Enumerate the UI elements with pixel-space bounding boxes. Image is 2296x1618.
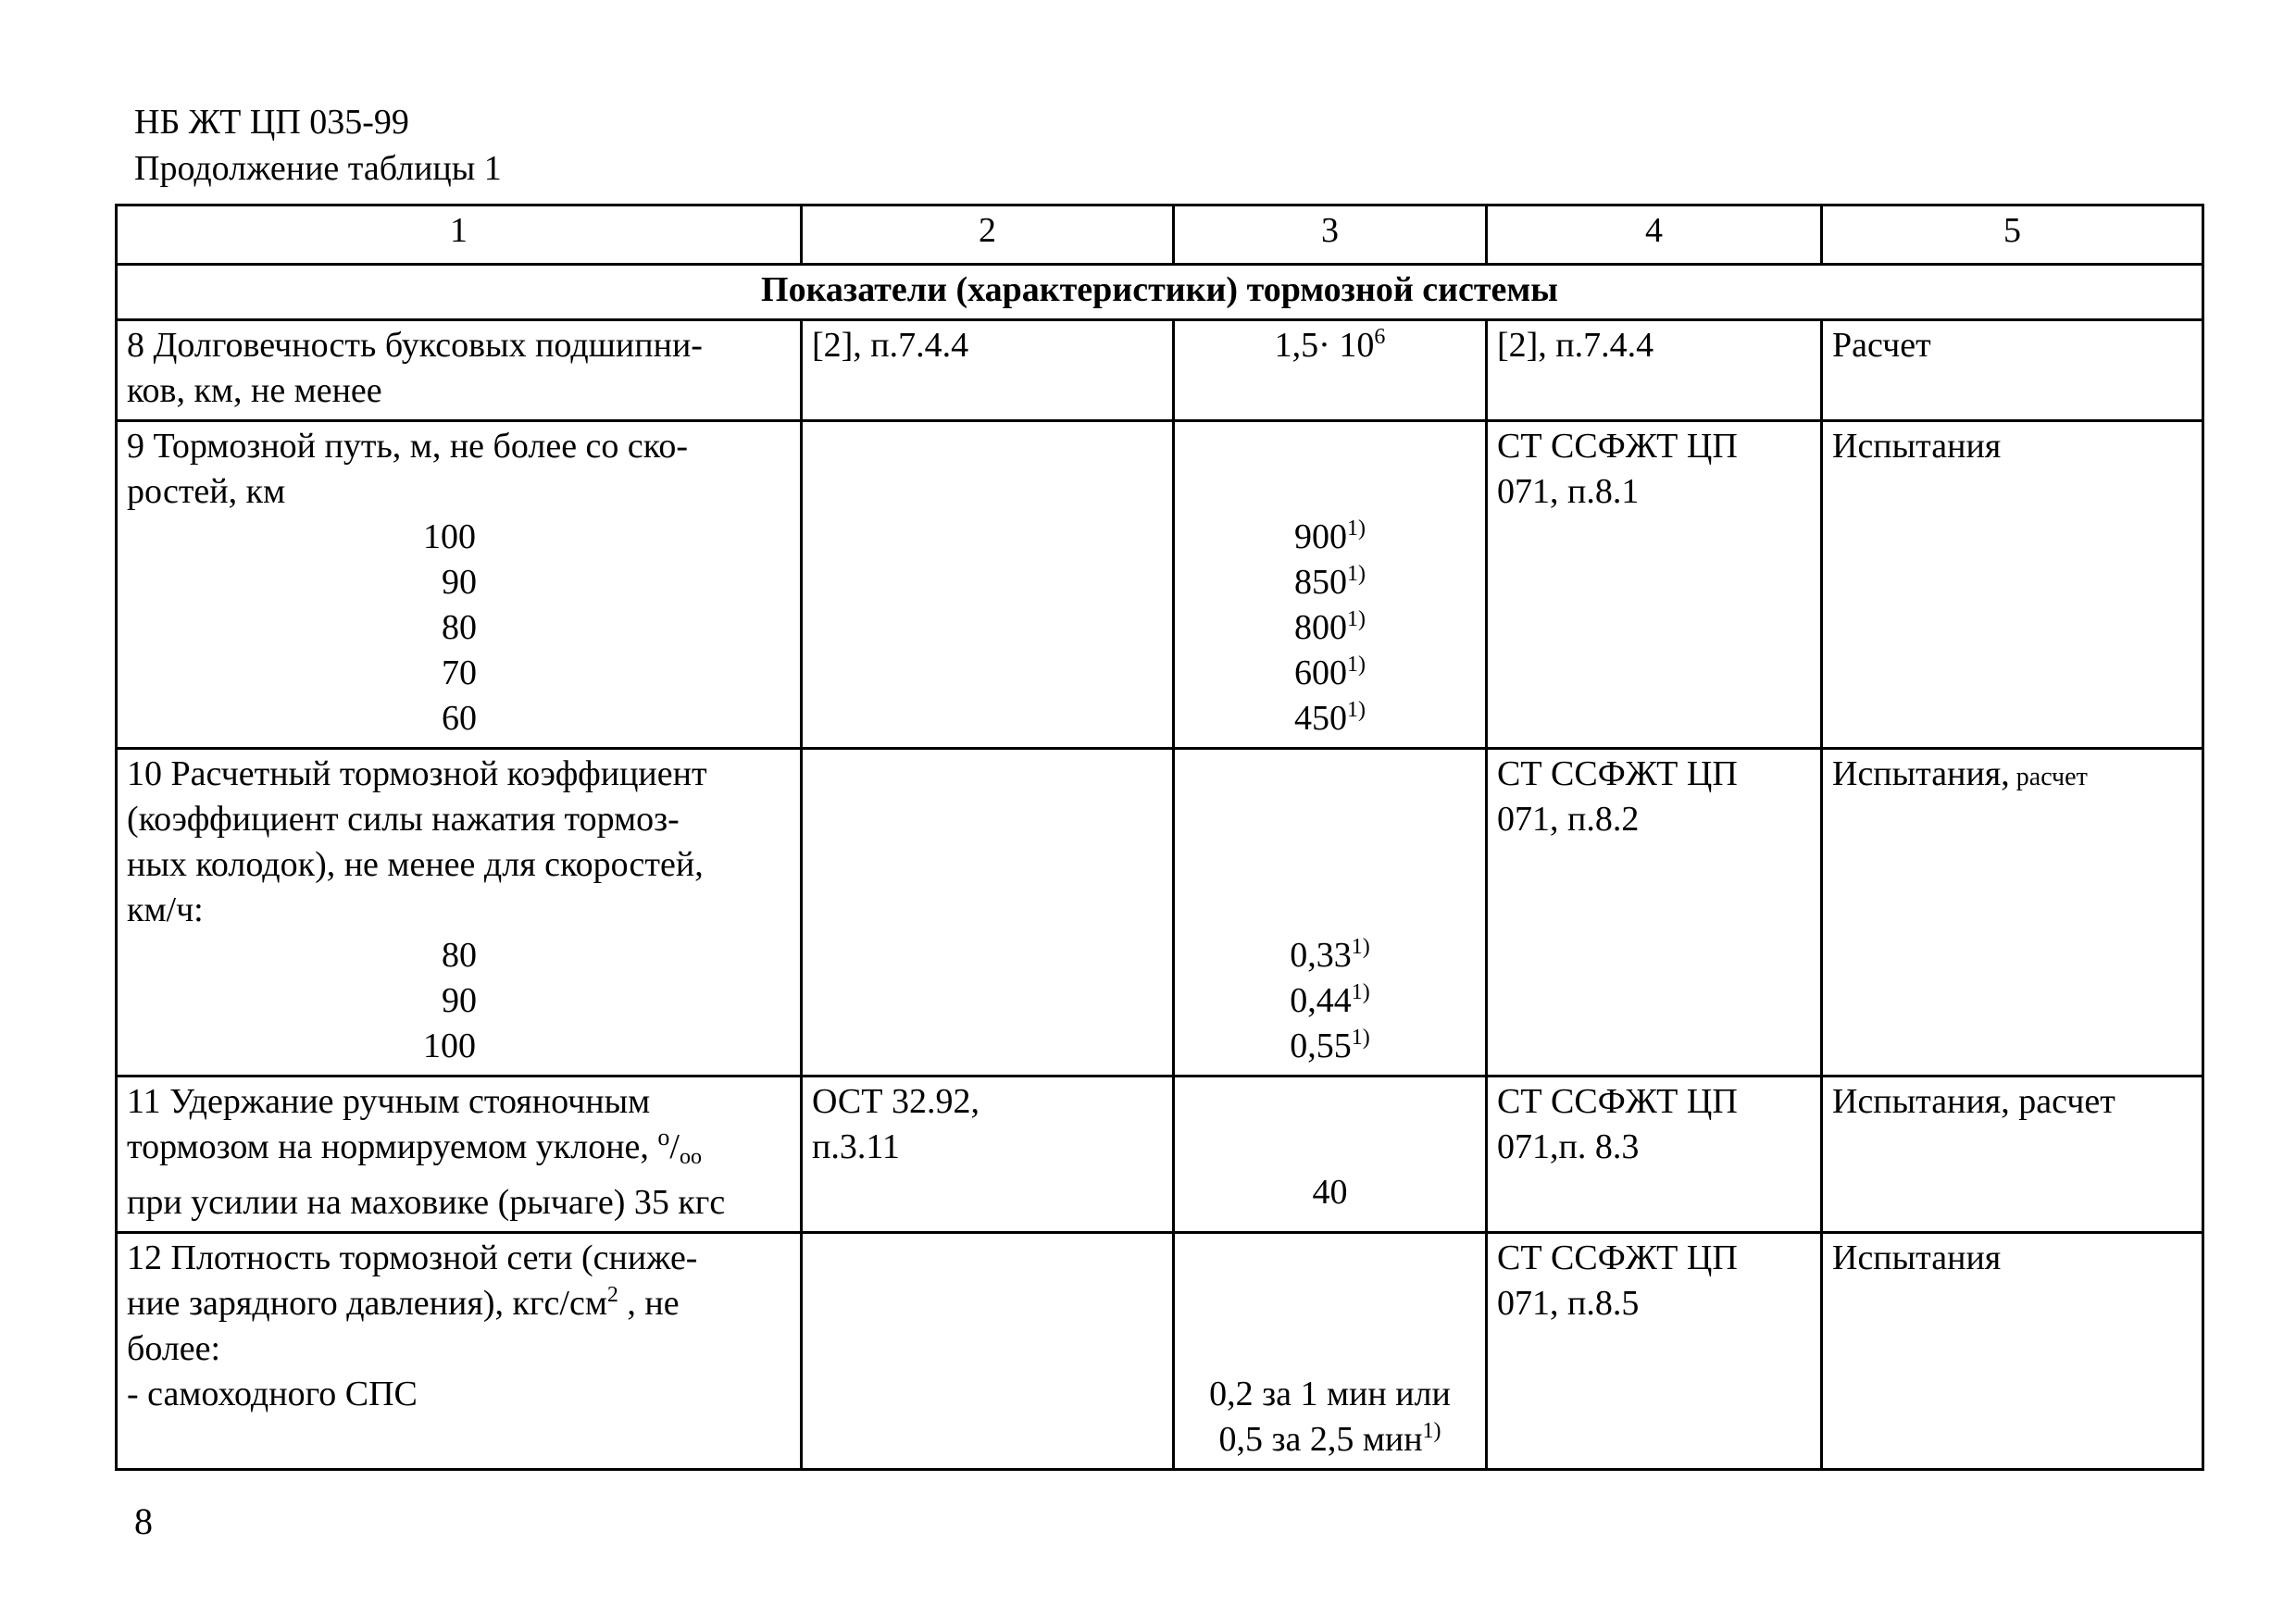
column-number-row	[117, 205, 2203, 265]
row-8-indicator-text: 8 Долговечность буксовых подшипни- ков, км, не менее	[127, 326, 703, 410]
row-8-normative-doc: [2], п.7.4.4	[802, 320, 1174, 421]
column-number-5: 5	[1822, 205, 2203, 265]
page-number: 8	[134, 1500, 153, 1542]
footnote-mark: 1)	[1422, 1419, 1441, 1443]
footnote-mark: 1)	[1347, 607, 1366, 631]
row-9-speed: 60	[442, 699, 477, 738]
row-8-value-exponent: 6	[1374, 325, 1386, 349]
row-10-values	[1174, 749, 1487, 1077]
document-code: НБ ЖТ ЦП 035-99	[134, 103, 409, 142]
column-number-3: 3	[1174, 205, 1487, 265]
section-row	[117, 265, 2203, 320]
row-12-method-doc: СТ ССФЖТ ЦП 071, п.8.5	[1487, 1233, 1822, 1470]
row-12-normative-doc	[802, 1233, 1174, 1470]
row-10-indicator-text: 10 Расчетный тормозной коэффициент (коэффициент силы нажатия тормоз- ных колодок), не менее для скоростей, км/ч:	[127, 754, 707, 929]
row-10-speed: 80	[442, 936, 477, 975]
table-row	[117, 320, 2203, 421]
row-11-method: Испытания, расчет	[1822, 1077, 2203, 1233]
row-9-value: 450$^{1)}$	[1294, 698, 1366, 738]
row-10-method: Испытания, расчет	[1822, 749, 2203, 1077]
row-10-speed: 100	[423, 1027, 476, 1065]
section-title: Показатели (характеристики) тормозной системы	[117, 265, 2203, 320]
row-8-indicator	[117, 320, 802, 421]
row-8-method: Расчет	[1822, 320, 2203, 421]
footnote-mark: 1)	[1347, 517, 1366, 541]
footnote-mark: 1)	[1351, 1026, 1370, 1050]
row-9-value: 600$^{1)}$	[1294, 653, 1366, 692]
footnote-mark: 1)	[1351, 980, 1370, 1004]
table-row	[117, 421, 2203, 749]
row-9-speed: 80	[442, 608, 477, 647]
row-10-value: 0,33$^{1)}$	[1290, 935, 1370, 975]
row-11-indicator: 11 Удержание ручным стояночным тормозом на нормируемом уклоне, $^о$/оо при усилии на маховике (рычаге) 35 кгс	[117, 1077, 802, 1233]
row-10-value: 0,44$^{1)}$	[1290, 980, 1370, 1020]
row-12-value: 0,2 за 1 мин или 0,5 за 2,5 мин$^{1)}$	[1174, 1233, 1487, 1470]
row-10-method-doc: СТ ССФЖТ ЦП 071, п.8.2	[1487, 749, 1822, 1077]
row-8-value-base: 1,5· 10	[1274, 326, 1375, 365]
column-number-4: 4	[1487, 205, 1822, 265]
table-row	[117, 749, 2203, 1077]
footnote-mark: 1)	[1347, 653, 1366, 677]
row-11-value: 40	[1174, 1077, 1487, 1233]
row-9-method: Испытания	[1822, 421, 2203, 749]
row-12-indicator: 12 Плотность тормозной сети (сниже- ние зарядного давления), кгс/$см^2$ , не более: - самоходного СПС	[117, 1233, 802, 1470]
row-9-speed: 70	[442, 653, 477, 692]
row-8-value	[1174, 320, 1487, 421]
row-10-speed: 90	[442, 981, 477, 1020]
row-10-value: 0,55$^{1)}$	[1290, 1026, 1370, 1065]
row-11-normative-doc: ОСТ 32.92, п.3.11	[802, 1077, 1174, 1233]
table-row	[117, 1233, 2203, 1470]
requirements-table	[115, 204, 2204, 1471]
table-caption: Продолжение таблицы 1	[134, 149, 502, 188]
footnote-mark: 1)	[1351, 935, 1370, 959]
row-9-values	[1174, 421, 1487, 749]
row-12-method: Испытания	[1822, 1233, 2203, 1470]
table-row	[117, 1077, 2203, 1233]
row-9-value: 800$^{1)}$	[1294, 607, 1366, 647]
row-9-speed: 100	[423, 517, 476, 556]
row-9-normative-doc	[802, 421, 1174, 749]
row-10-normative-doc	[802, 749, 1174, 1077]
row-9-speed: 90	[442, 563, 477, 602]
row-10-indicator	[117, 749, 802, 1077]
row-9-value: 900$^{1)}$	[1294, 517, 1366, 556]
row-9-value: 850$^{1)}$	[1294, 562, 1366, 602]
row-11-method-doc: СТ ССФЖТ ЦП 071,п. 8.3	[1487, 1077, 1822, 1233]
footnote-mark: 1)	[1347, 698, 1366, 722]
row-8-method-doc: [2], п.7.4.4	[1487, 320, 1822, 421]
column-number-2: 2	[802, 205, 1174, 265]
row-9-indicator	[117, 421, 802, 749]
row-9-method-doc: СТ ССФЖТ ЦП 071, п.8.1	[1487, 421, 1822, 749]
row-9-indicator-text: 9 Тормозной путь, м, не более со ско- ростей, км	[127, 427, 688, 511]
column-number-1: 1	[117, 205, 802, 265]
footnote-mark: 1)	[1347, 562, 1366, 586]
